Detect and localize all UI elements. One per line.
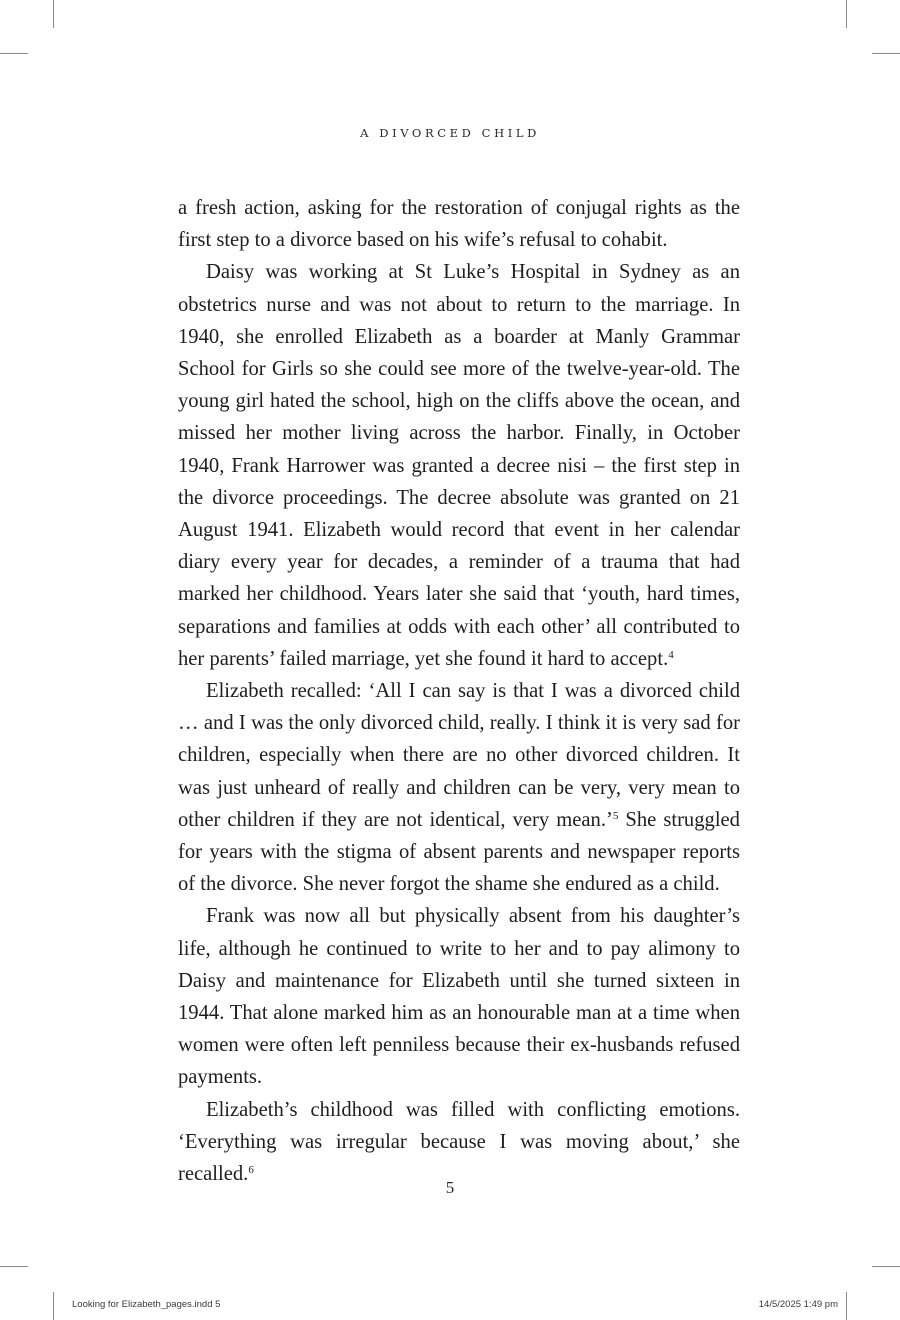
crop-mark-top-right bbox=[846, 0, 847, 28]
running-head: A DIVORCED CHILD bbox=[360, 126, 540, 140]
crop-mark-left-bottom bbox=[0, 1266, 28, 1267]
paragraph-3-text-continued: She struggled for years with the stigma of absent parents and newspaper reports of the divorce. She never forgot the shame she endured as a child. bbox=[178, 808, 740, 896]
paragraph-3 bbox=[178, 675, 740, 900]
footnote-ref-4: 4 bbox=[668, 648, 674, 661]
crop-mark-right-bottom bbox=[872, 1266, 900, 1267]
crop-mark-bottom-left bbox=[53, 1292, 54, 1320]
paragraph-2 bbox=[178, 256, 740, 675]
crop-mark-right-top bbox=[872, 53, 900, 54]
paragraph-2-text: Daisy was working at St Luke’s Hospital in Sydney as an obstetrics nurse and was not about to return to the marriage. In 1940, she enrolled Elizabeth as a boarder at Manly Grammar School for Girls so she could see more of the twelve-year-old. The young girl hated the school, high on the cliffs above the ocean, and missed her mother living across the harbor. Finally, in October 1940, Frank Harrower was granted a decree nisi – the first step in the divorce proceedings. The decree absolute was granted on 21 August 1941. Elizabeth would record that event in her calendar diary every year for decades, a reminder of a trauma that had marked her childhood. Years later she said that ‘youth, hard times, separations and families at odds with each other’ all contributed to her parents’ failed marriage, yet she found it hard to accept. bbox=[178, 261, 740, 670]
footnote-ref-6: 6 bbox=[248, 1164, 254, 1177]
paragraph-4-text: Frank was now all but physically absent from his daughter’s life, although he continued to write to her and to pay alimony to Daisy and maintenance for Elizabeth until she turned sixteen in 1944. That alone marked him as an honourable man at a time when women were often left penniless because their ex-husbands refused payments. bbox=[178, 905, 740, 1089]
crop-mark-top-left bbox=[53, 0, 54, 28]
paragraph-1-text: a fresh action, asking for the restoration of conjugal rights as the first step to a divorce based on his wife’s refusal to cohabit. bbox=[178, 197, 740, 252]
paragraph-3-text: Elizabeth recalled: ‘All I can say is that I was a divorced child … and I was the only divorced child, really. I think it is very sad for children, especially when there are no other divorced children. It was just unheard of really and children can be very, very mean to other children if they are not identical, very mean.’ bbox=[178, 680, 740, 831]
paragraph-1 bbox=[178, 192, 740, 256]
paragraph-5-text: Elizabeth’s childhood was filled with conflicting emotions. ‘Everything was irregular because I was moving about,’ she recalled. bbox=[178, 1098, 740, 1186]
crop-mark-left-top bbox=[0, 53, 28, 54]
paragraph-5 bbox=[178, 1094, 740, 1191]
page-number: 5 bbox=[445, 1178, 455, 1197]
footnote-ref-5: 5 bbox=[612, 809, 619, 822]
paragraph-4 bbox=[178, 900, 740, 1093]
slug-timestamp: 14/5/2025 1:49 pm bbox=[758, 1299, 838, 1310]
crop-mark-bottom-right bbox=[846, 1292, 847, 1320]
body-text bbox=[178, 192, 740, 1190]
slug-filename: Looking for Elizabeth_pages.indd 5 bbox=[72, 1299, 221, 1310]
